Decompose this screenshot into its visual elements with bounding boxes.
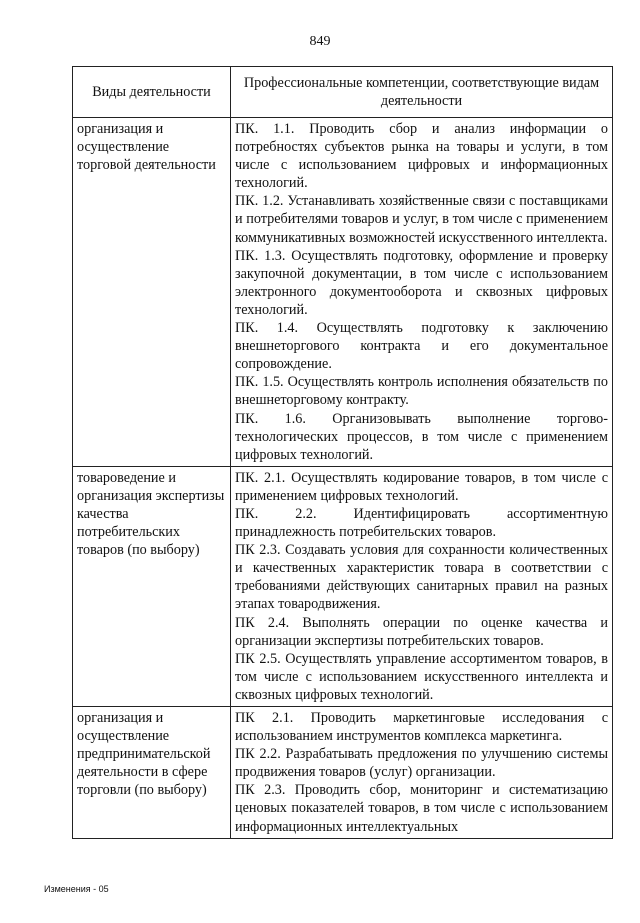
- table-header-row: [73, 67, 613, 118]
- header-activity: Виды деятельности: [73, 67, 231, 118]
- competences-cell: [231, 118, 613, 467]
- competence-item: ПК 2.4. Выполнять операции по оценке качества и организации экспертизы потребительских товаров.: [235, 614, 608, 649]
- competence-item: ПК 2.3. Создавать условия для сохранности количественных и качественных характеристик товара в соответствии с требованиями действующих санитарных правил на разных этапах товародвижения.: [235, 542, 608, 613]
- table-row: [73, 466, 613, 706]
- competence-item: ПК. 1.6. Организовывать выполнение торгово-технологических процессов, в том числе с применением цифровых технологий.: [235, 410, 608, 463]
- competence-item: ПК 2.3. Проводить сбор, мониторинг и систематизацию ценовых показателей товаров, в том числе с использованием информационных интеллектуальных: [235, 782, 608, 835]
- competence-item: ПК. 1.4. Осуществлять подготовку к заключению внешнеторгового контракта и его документальное сопровождение.: [235, 320, 608, 373]
- competence-item: ПК. 1.5. Осуществлять контроль исполнения обязательств по внешнеторговому контракту.: [235, 374, 608, 409]
- competence-item: ПК. 1.3. Осуществлять подготовку, оформление и проверку закупочной документации, в том числе с использованием электронного документооборота и сквозных цифровых технологий.: [235, 247, 608, 318]
- page-number: 849: [309, 34, 331, 49]
- table-row: [73, 118, 613, 467]
- competences-cell: [231, 707, 613, 839]
- competency-table: [72, 66, 613, 839]
- competence-item: ПК. 1.2. Устанавливать хозяйственные связи с поставщиками и потребителями товаров и услуг, в том числе с применением коммуникативных возможностей искусственного интеллекта.: [235, 193, 608, 246]
- activity-cell: товароведение и организация экспертизы качества потребительских товаров (по выбору): [73, 466, 231, 706]
- header-competences: Профессиональные компетенции, соответствующие видам деятельности: [231, 67, 613, 118]
- competence-item: ПК 2.1. Проводить маркетинговые исследования с использованием инструментов комплекса маркетинга.: [235, 710, 608, 745]
- competence-item: ПК 2.5. Осуществлять управление ассортиментом товаров, в том числе с использованием искусственного интеллекта и сквозных цифровых технологий.: [235, 650, 608, 703]
- competence-item: ПК 2.2. Разрабатывать предложения по улучшению системы продвижения товаров (услуг) организации.: [235, 746, 608, 781]
- activity-cell: организация и осуществление торговой деятельности: [73, 118, 231, 467]
- competence-item: ПК. 1.1. Проводить сбор и анализ информации о потребностях субъектов рынка на товары и услуги, в том числе с использованием цифровых и информационных технологий.: [235, 121, 608, 192]
- competence-item: ПК. 2.1. Осуществлять кодирование товаров, в том числе с применением цифровых технологий.: [235, 469, 608, 504]
- activity-cell: организация и осуществление предпринимательской деятельности в сфере торговли (по выбору): [73, 707, 231, 839]
- competence-item: ПК. 2.2. Идентифицировать ассортиментную принадлежность потребительских товаров.: [235, 505, 608, 541]
- competences-cell: [231, 466, 613, 706]
- footer-revision-note: Изменения - 05: [44, 884, 109, 894]
- table-row: [73, 707, 613, 839]
